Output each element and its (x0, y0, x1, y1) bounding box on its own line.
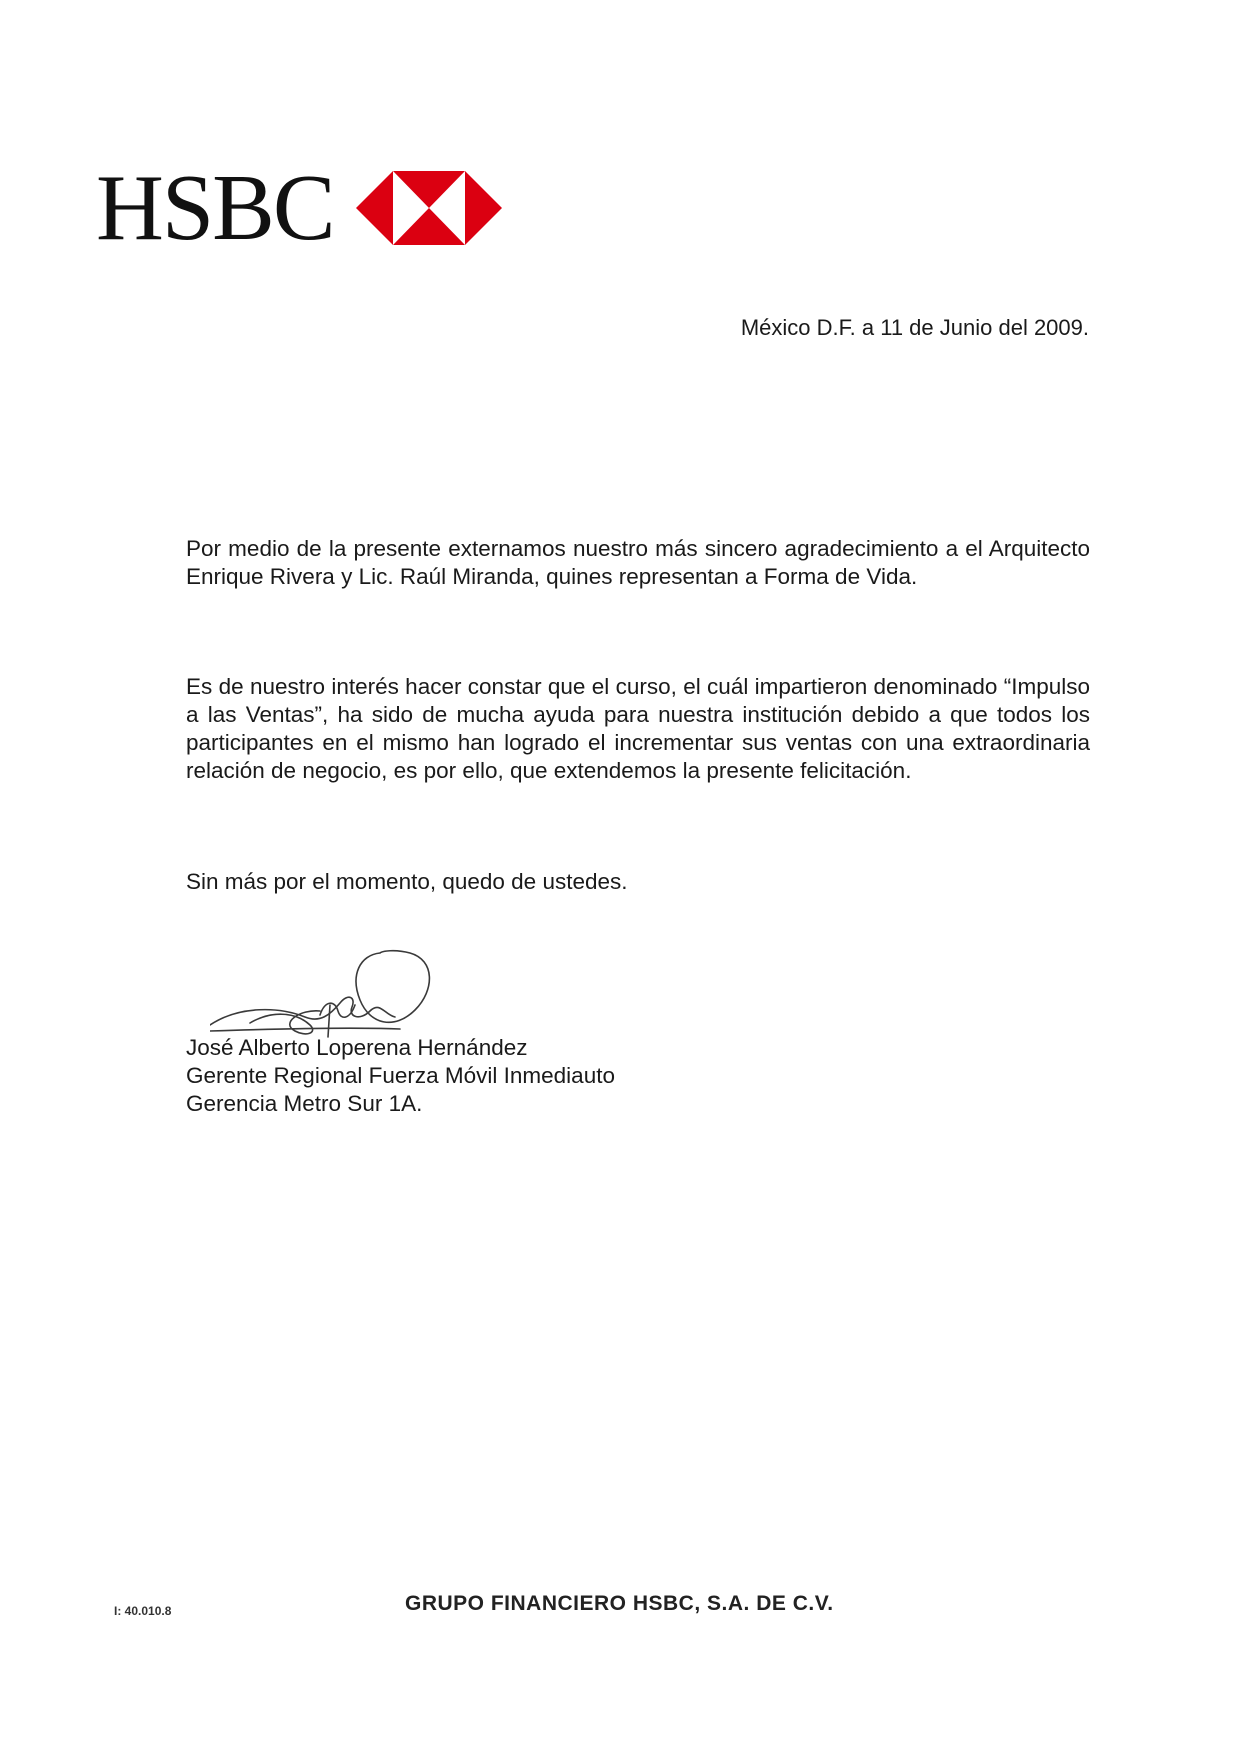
hexagon-logo-icon (356, 171, 502, 245)
logo-wordmark: HSBC (96, 156, 334, 260)
hsbc-logo (96, 156, 502, 260)
paragraph-course: Es de nuestro interés hacer constar que el curso, el cuál impartieron denominado “Impulso a las Ventas”, ha sido de mucha ayuda para nuestra institución debido a que todos los participantes en el mismo han logrado el incrementar sus ventas con una extraordinaria relación de negocio, es por ello, que extendemos la presente felicitación. (186, 674, 1090, 783)
form-code: I: 40.010.8 (114, 1604, 172, 1618)
signatory-department: Gerencia Metro Sur 1A. (186, 1091, 423, 1116)
signature-block (186, 1034, 615, 1118)
signatory-name: José Alberto Loperena Hernández (186, 1035, 528, 1060)
letter-date: México D.F. a 11 de Junio del 2009. (740, 315, 1089, 340)
paragraph-thanks: Por medio de la presente externamos nuestro más sincero agradecimiento a el Arquitecto Enrique Rivera y Lic. Raúl Miranda, quines representan a Forma de Vida. (186, 536, 1090, 589)
paragraph-closing: Sin más por el momento, quedo de ustedes. (186, 869, 628, 894)
signatory-title: Gerente Regional Fuerza Móvil Inmediauto (186, 1063, 615, 1088)
footer-company: GRUPO FINANCIERO HSBC, S.A. DE C.V. (405, 1592, 834, 1615)
